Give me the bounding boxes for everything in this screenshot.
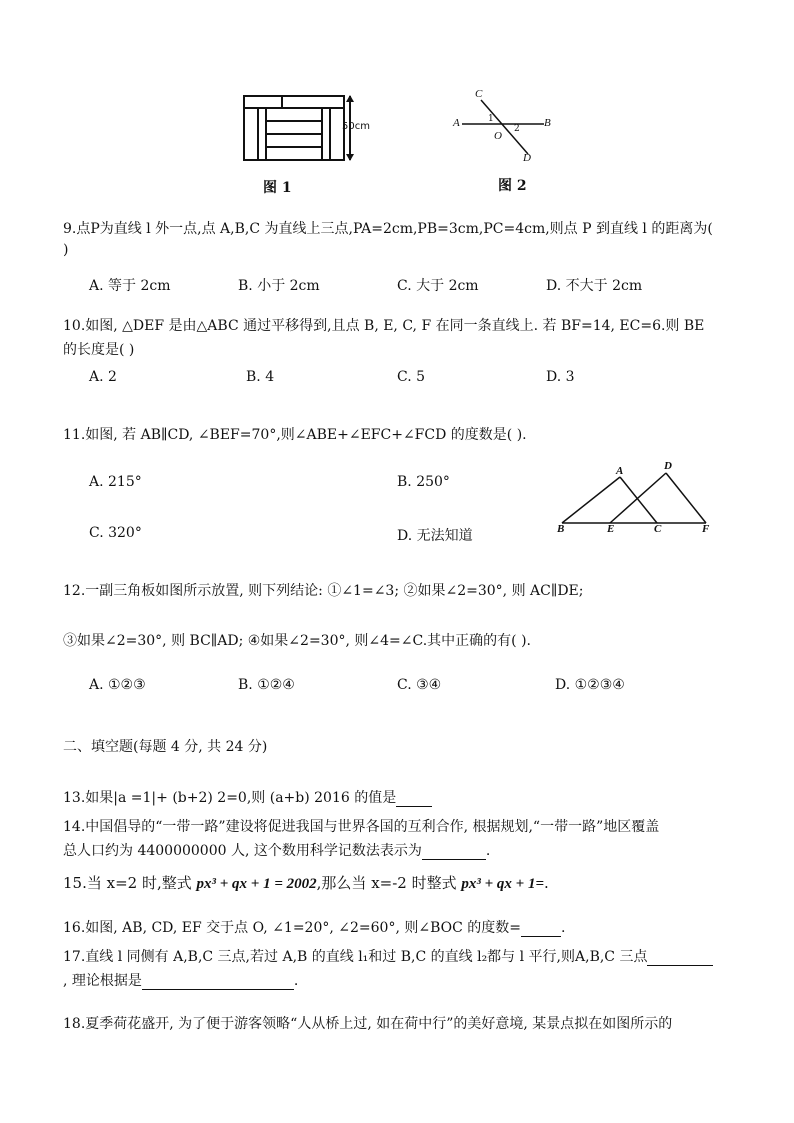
q17-text: 17.直线 l 同侧有 A,B,C 三点,若过 A,B 的直线 l₁和过 B,C 的直线 l₂都与 l 平行,则A,B,C 三点: [63, 949, 648, 965]
fig2-point-d: D: [523, 152, 531, 164]
q9-option-b: B. 小于 2cm: [238, 278, 320, 294]
fig1-height-label: 50cm: [342, 121, 370, 132]
q9-option-c: C. 大于 2cm: [397, 278, 479, 294]
q11-point-a: A: [616, 465, 624, 477]
q14-end: .: [485, 843, 491, 859]
q11-option-d: D. 无法知道: [397, 528, 473, 544]
q10-option-a: A. 2: [89, 369, 117, 385]
fig2-point-o: O: [494, 130, 502, 142]
q9-option-a: A. 等于 2cm: [89, 278, 171, 294]
q14-line1: 14.中国倡导的“一带一路”建设将促进我国与世界各国的互利合作, 根据规划,“一带一路”地区覆盖: [63, 819, 660, 835]
q13-answer-blank[interactable]: [396, 790, 432, 807]
figure-1: [238, 92, 378, 167]
q10-stem: 10.如图, △DEF 是由△ABC 通过平移得到,且点 B, E, C, F 在同一条直线上. 若 BF=14, EC=6.则 BE: [63, 318, 705, 334]
q13-text: 13.如果|a =1|+ (b+2) 2=0,则 (a+b) 2016 的值是: [63, 790, 397, 806]
q9-option-d: D. 不大于 2cm: [546, 278, 643, 294]
q11-stem: 11.如图, 若 AB∥CD, ∠BEF=70°,则∠ABE+∠EFC+∠FCD 的度数是( ).: [63, 427, 527, 443]
q14-text: 总人口约为 4400000000 人, 这个数用科学记数法表示为: [63, 843, 422, 859]
q14-answer-blank[interactable]: [422, 843, 486, 860]
q16: [63, 917, 565, 937]
q10-option-c: C. 5: [397, 369, 426, 385]
q12-stem: 12.一副三角板如图所示放置, 则下列结论: ①∠1=∠3; ②如果∠2=30°, 则 AC∥DE;: [63, 583, 584, 599]
q11-point-e: E: [607, 523, 615, 535]
fig2-point-b: B: [544, 117, 551, 129]
q9-stem-close: ): [63, 242, 69, 258]
q12-option-c: C. ③④: [397, 677, 442, 693]
figure-2: [448, 90, 558, 170]
q15-expr1: px³ + qx + 1 = 2002: [196, 876, 317, 892]
q11-point-c: C: [654, 523, 662, 535]
q14-line2: [63, 840, 490, 860]
q13: [63, 787, 432, 807]
q11-point-f: F: [702, 523, 710, 535]
q15: [63, 872, 549, 893]
fig2-caption: 图 2: [498, 178, 527, 194]
fig1-caption: 图 1: [263, 180, 292, 196]
q12-option-d: D. ①②③④: [555, 677, 625, 693]
q18-line1: 18.夏季荷花盛开, 为了便于游客领略“人从桥上过, 如在荷中行”的美好意境, 某景点拟在如图所示的: [63, 1016, 673, 1032]
q17-answer-blank-2[interactable]: [142, 973, 294, 990]
q10-option-d: D. 3: [546, 369, 575, 385]
q11-option-b: B. 250°: [397, 474, 450, 490]
q11-point-d: D: [664, 460, 672, 472]
q11-figure: [552, 460, 712, 538]
q17-line1: [63, 946, 713, 966]
q11-point-b: B: [557, 523, 565, 535]
q17-text2: , 理论根据是: [63, 973, 142, 989]
q12-option-a: A. ①②③: [89, 677, 146, 693]
q15-part2: ,那么当 x=-2 时整式: [316, 874, 457, 892]
q17-line2: [63, 970, 298, 990]
q16-answer-blank[interactable]: [521, 920, 561, 937]
q11-option-c: C. 320°: [89, 525, 142, 541]
q16-end: .: [561, 920, 566, 936]
q17-answer-blank-1[interactable]: [647, 949, 713, 966]
fig2-angle-1: 1: [488, 114, 494, 124]
fig2-angle-2: 2: [514, 124, 520, 134]
q11-figure-drawing: [552, 463, 712, 538]
q11-option-a: A. 215°: [89, 474, 142, 490]
q12-stem-line2: ③如果∠2=30°, 则 BC∥AD; ④如果∠2=30°, 则∠4=∠C.其中正确的有( ).: [63, 633, 531, 649]
figure-2-drawing: [448, 90, 558, 170]
q17-end: .: [293, 973, 299, 989]
fig2-point-a: A: [453, 117, 460, 129]
q10-option-b: B. 4: [246, 369, 275, 385]
q12-option-b: B. ①②④: [238, 677, 295, 693]
section-2-heading: 二、填空题(每题 4 分, 共 24 分): [63, 739, 268, 755]
q15-expr2: px³ + qx + 1=: [461, 876, 545, 892]
q15-part1: 15.当 x=2 时,整式: [63, 874, 192, 892]
q9-stem: 9.点P为直线 l 外一点,点 A,B,C 为直线上三点,PA=2cm,PB=3cm,PC=4cm,则点 P 到直线 l 的距离为(: [63, 221, 713, 237]
q16-text: 16.如图, AB, CD, EF 交于点 O, ∠1=20°, ∠2=60°, 则∠BOC 的度数=: [63, 920, 522, 936]
q10-stem-line2: 的长度是( ): [63, 342, 135, 358]
q15-end: .: [544, 874, 549, 892]
fig2-point-c: C: [475, 88, 483, 100]
